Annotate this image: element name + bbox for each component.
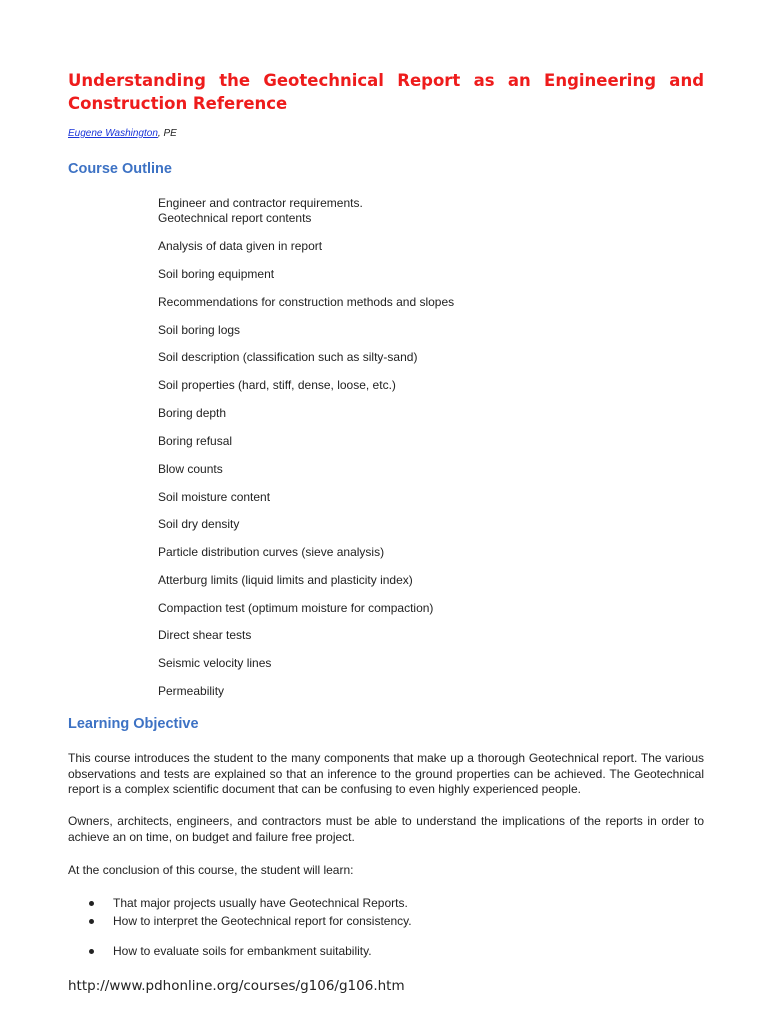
author-line <box>68 128 177 139</box>
footer-url: http://www.pdhonline.org/courses/g106/g106.htm <box>68 978 405 994</box>
bullet-icon <box>89 949 94 954</box>
bullet-icon <box>89 919 94 924</box>
course-outline-heading: Course Outline <box>68 161 172 177</box>
bullet-icon <box>89 901 94 906</box>
objective-paragraph: Owners, architects, engineers, and contractors must be able to understand the implications of the reports in order to achieve an on time, on budget and failure free project. <box>68 814 704 844</box>
learning-objective-heading: Learning Objective <box>68 716 199 732</box>
author-suffix: , PE <box>157 128 177 139</box>
objective-paragraph: This course introduces the student to the many components that make up a thorough Geotechnical report. The various observations and tests are explained so that an inference to the ground properties can be achieved. The Geotechnical report is a complex scientific document that can be confusing to even highly experienced people. <box>68 751 704 796</box>
author-link[interactable]: Eugene Washington <box>68 128 158 139</box>
objective-paragraph: At the conclusion of this course, the student will learn: <box>68 863 354 877</box>
document-title: Understanding the Geotechnical Report as an Engineering and Construction Reference <box>68 71 704 113</box>
